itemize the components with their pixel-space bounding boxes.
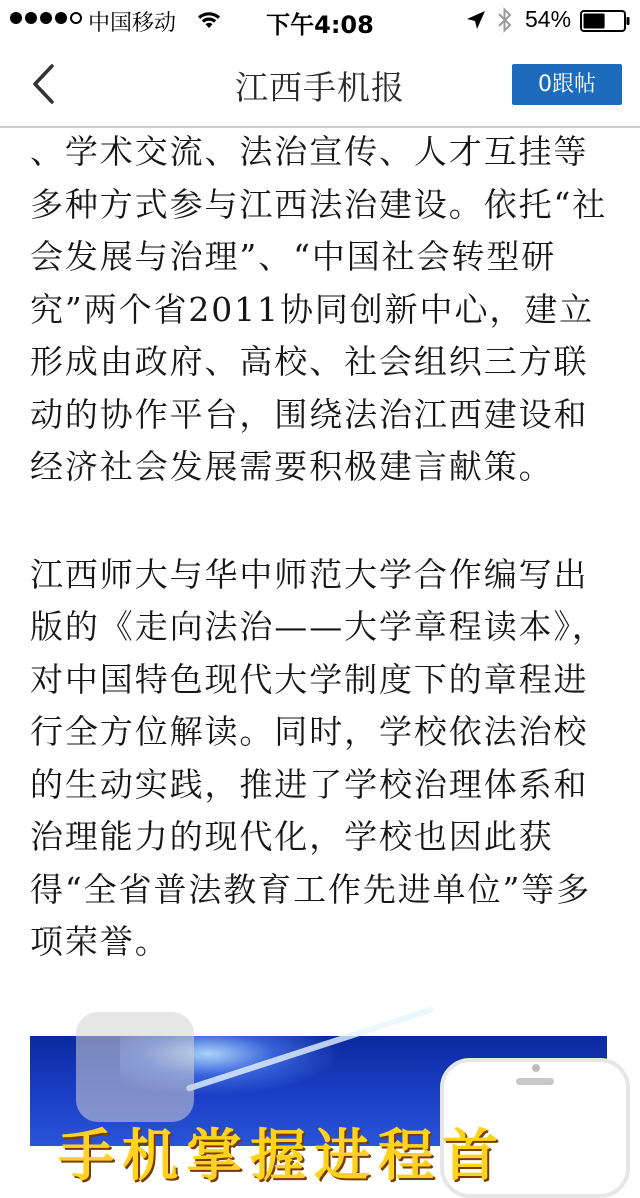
battery-percentage: 54% bbox=[525, 6, 572, 32]
battery-icon bbox=[580, 10, 632, 39]
comments-button[interactable]: 0跟帖 bbox=[512, 64, 622, 105]
status-time: 下午4:08 bbox=[266, 11, 374, 39]
status-bar bbox=[0, 0, 640, 40]
navigation-bar bbox=[0, 40, 640, 128]
floating-touch-button[interactable] bbox=[76, 1012, 194, 1122]
banner-headline: 手机掌握进程首 bbox=[58, 1124, 506, 1189]
carrier-name: 中国移动 bbox=[88, 11, 177, 36]
page-title: 江西手机报 bbox=[235, 68, 405, 107]
location-icon bbox=[466, 9, 486, 37]
article-body bbox=[30, 126, 615, 969]
bluetooth-icon bbox=[497, 6, 513, 41]
article-paragraph: 、学术交流、法治宣传、人才互挂等多种方式参与江西法治建设。依托“社会发展与治理”、“中国社会转型研究”两个省2011协同创新中心，建立形成由政府、高校、社会组织三方联动的协作平台，围绕法治江西建设和经济社会发展需要积极建言献策。 bbox=[30, 132, 608, 486]
article-paragraph: 江西师大与华中师范大学合作编写出版的《走向法治——大学章程读本》，对中国特色现代大学制度下的章程进行全方位解读。同时，学校依法治校的生动实践，推进了学校治理体系和治理能力的现代化，学校也因此获得“全省普法教育工作先进单位”等多项荣誉。 bbox=[30, 554, 607, 961]
